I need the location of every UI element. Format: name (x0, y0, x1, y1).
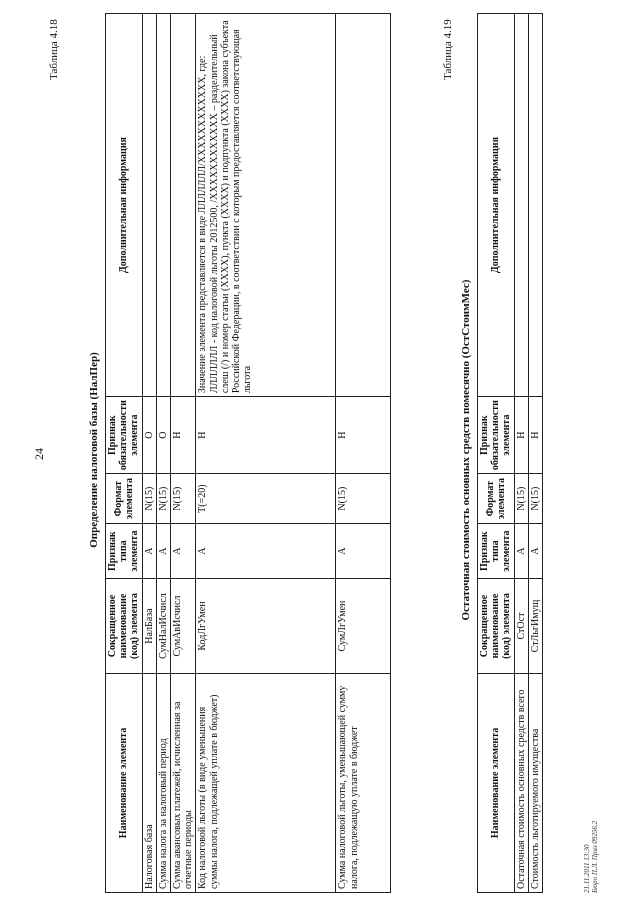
cell-name: Остаточная стоимость основных средств всего (514, 673, 528, 892)
cell-format: N(15) (336, 474, 391, 524)
table-row (142, 14, 156, 893)
table1-title: Определение налоговой базы (НалПер) (88, 352, 100, 548)
cell-name: Сумма налога за налоговый период (156, 673, 170, 892)
header-required: Признак обязательности элемента (106, 397, 143, 474)
header-format: Формат элемента (478, 474, 515, 524)
cell-info (170, 14, 195, 397)
cell-code: КодЛгУмен (196, 579, 336, 674)
cell-type: А (528, 524, 542, 579)
cell-format: N(15) (514, 474, 528, 524)
cell-info: Значение элемента представляется в виде ЛЛЛЛЛЛЛ/ХХХХХХХХХХХХ, где: ЛЛЛЛЛЛЛ - код налоговой льготы 2012500, /ХХХХХХХХХХХХ – разделительный слеш (/) и номер статьи (ХХХХ), пункта (ХХХХ) и подпункта (ХХХХ) закона субъекта Российской Федерации, в соответствии с которым предоставляется соответствующая льгота (196, 14, 336, 397)
table-row (196, 14, 336, 893)
cell-info (514, 14, 528, 397)
header-format: Формат элемента (106, 474, 143, 524)
table2 (477, 13, 543, 893)
cell-info (336, 14, 391, 397)
header-info: Дополнительная информация (106, 14, 143, 397)
cell-code: СтОст (514, 579, 528, 674)
cell-type: А (514, 524, 528, 579)
cell-info (156, 14, 170, 397)
cell-type: А (170, 524, 195, 579)
header-name: Наименование элемента (106, 673, 143, 892)
table-row (170, 14, 195, 893)
cell-type: А (336, 524, 391, 579)
cell-name: Сумма налоговой льготы, уменьшающей сумму налога, подлежащую уплате в бюджет (336, 673, 391, 892)
cell-name: Сумма авансовых платежей, исчисленная за отчетные периоды (170, 673, 195, 892)
footer-stamp (583, 821, 599, 893)
cell-format: N(15) (156, 474, 170, 524)
cell-required: Н (170, 397, 195, 474)
cell-name: Стоимость льготируемого имущества (528, 673, 542, 892)
table-row (514, 14, 528, 893)
cell-name: Налоговая база (142, 673, 156, 892)
footer-line-1: 21.11.2011 13:30 (583, 844, 591, 893)
cell-required: Н (514, 397, 528, 474)
cell-code: СумАвИсчисл (170, 579, 195, 674)
table-row (528, 14, 542, 893)
cell-format: N(15) (170, 474, 195, 524)
page-number: 24 (32, 448, 46, 460)
cell-name: Код налоговой льготы (в виде уменьшения суммы налога, подлежащей уплате в бюджет) (196, 673, 336, 892)
cell-format: N(15) (528, 474, 542, 524)
table2-label: Таблица 4.19 (442, 19, 454, 80)
cell-code: СтЛьгИмущ (528, 579, 542, 674)
table-row (336, 14, 391, 893)
header-type: Признак типа элемента (478, 524, 515, 579)
cell-code: СумЛгУмен (336, 579, 391, 674)
cell-format: T(=20) (196, 474, 336, 524)
cell-required: Н (336, 397, 391, 474)
header-name: Наименование элемента (478, 673, 515, 892)
footer-line-2: Бюро П.Л. Приз 09256.2 (591, 820, 600, 893)
cell-type: А (156, 524, 170, 579)
table1 (105, 13, 391, 893)
cell-type: А (196, 524, 336, 579)
table2-title: Остаточная стоимость основных средств помесячно (ОстСтоимМес) (460, 279, 472, 621)
cell-code: СумНалИсчисл (156, 579, 170, 674)
cell-info (142, 14, 156, 397)
table-header-row (478, 14, 515, 893)
header-required: Признак обязательности элемента (478, 397, 515, 474)
table-header-row (106, 14, 143, 893)
cell-format: N(15) (142, 474, 156, 524)
cell-required: Н (196, 397, 336, 474)
cell-required: О (142, 397, 156, 474)
header-code: Сокращенное наименование (код) элемента (478, 579, 515, 674)
cell-code: НалБаза (142, 579, 156, 674)
cell-required: Н (528, 397, 542, 474)
header-info: Дополнительная информация (478, 14, 515, 397)
header-code: Сокращенное наименование (код) элемента (106, 579, 143, 674)
cell-type: А (142, 524, 156, 579)
header-type: Признак типа элемента (106, 524, 143, 579)
cell-required: О (156, 397, 170, 474)
table-row (156, 14, 170, 893)
cell-info (528, 14, 542, 397)
table1-label: Таблица 4.18 (48, 19, 60, 80)
